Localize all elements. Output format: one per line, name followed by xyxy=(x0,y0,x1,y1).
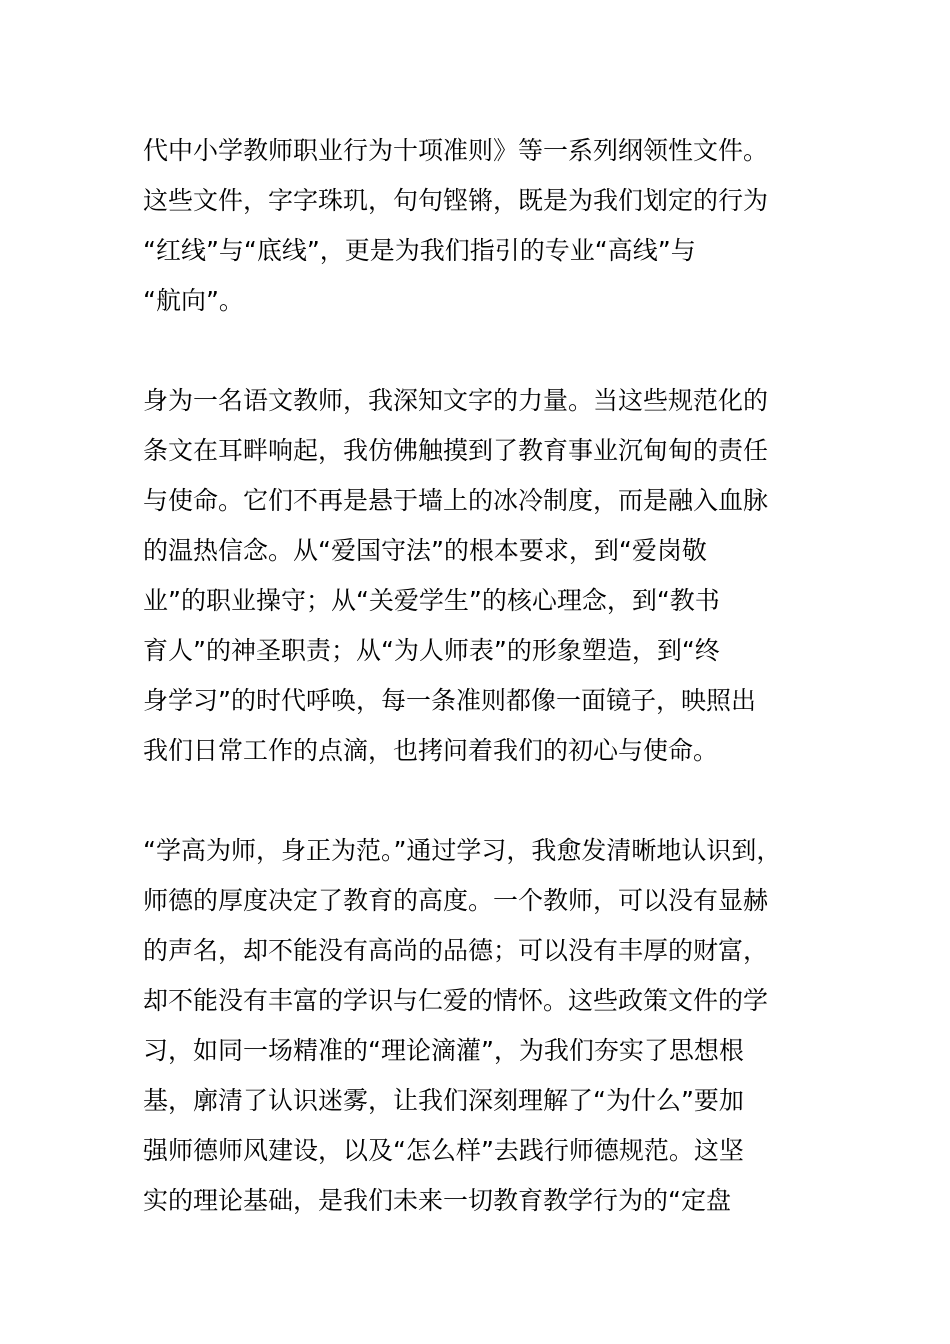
text-line: 实的理论基础，是我们未来一切教育教学行为的“定盘 xyxy=(143,1186,731,1215)
text-line: 业”的职业操守；从“关爱学生”的核心理念，到“教书 xyxy=(143,586,720,615)
paragraph-gap xyxy=(143,776,833,826)
text-line: 条文在耳畔响起，我仿佛触摸到了教育事业沉甸甸的责任 xyxy=(143,436,769,465)
body-text xyxy=(143,126,833,1226)
text-line: 这些文件，字字珠玑，句句铿锵，既是为我们划定的行为 xyxy=(143,186,769,215)
text-line: 育人”的神圣职责；从“为人师表”的形象塑造，到“终 xyxy=(143,636,720,665)
text-line: 我们日常工作的点滴，也拷问着我们的初心与使命。 xyxy=(143,736,719,765)
text-line: 习，如同一场精准的“理论滴灌”，为我们夯实了思想根 xyxy=(143,1036,744,1065)
text-line: 代中小学教师职业行为十项准则》等一系列纲领性文件。 xyxy=(143,136,769,165)
text-line: “航向”。 xyxy=(143,286,244,315)
paragraph-gap xyxy=(143,326,833,376)
text-line: “学高为师，身正为范。”通过学习，我愈发清晰地认识到， xyxy=(143,836,782,865)
text-line: “红线”与“底线”，更是为我们指引的专业“高线”与 xyxy=(143,236,696,265)
text-line: 师德的厚度决定了教育的高度。一个教师，可以没有显赫 xyxy=(143,886,769,915)
text-line: 却不能没有丰富的学识与仁爱的情怀。这些政策文件的学 xyxy=(143,986,769,1015)
text-line: 的温热信念。从“爱国守法”的根本要求，到“爱岗敬 xyxy=(143,536,707,565)
text-line: 与使命。它们不再是悬于墙上的冰冷制度，而是融入血脉 xyxy=(143,486,769,515)
paragraph-3 xyxy=(143,826,833,1226)
text-line: 的声名，却不能没有高尚的品德；可以没有丰厚的财富， xyxy=(143,936,769,965)
paragraph-1 xyxy=(143,126,833,326)
paragraph-2 xyxy=(143,376,833,776)
text-line: 身为一名语文教师，我深知文字的力量。当这些规范化的 xyxy=(143,386,769,415)
text-line: 基，廓清了认识迷雾，让我们深刻理解了“为什么”要加 xyxy=(143,1086,744,1115)
text-line: 身学习”的时代呼唤，每一条准则都像一面镜子，映照出 xyxy=(143,686,756,715)
text-line: 强师德师风建设，以及“怎么样”去践行师德规范。这坚 xyxy=(143,1136,744,1165)
